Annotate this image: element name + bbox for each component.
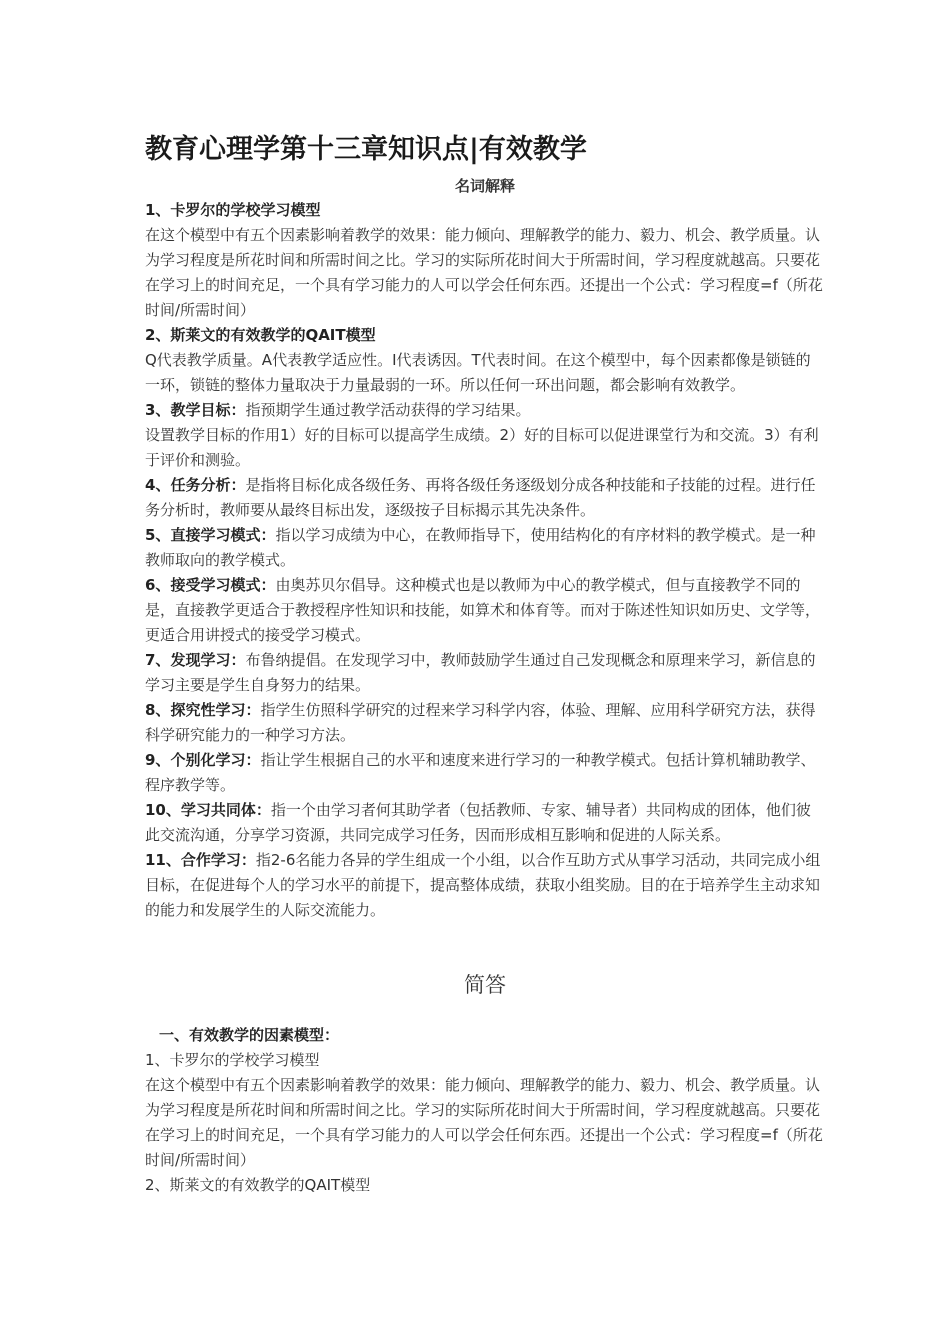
short-answer-subheading: 一、有效教学的因素模型： [159, 1026, 340, 1044]
entry-term: 接受学习模式： [170, 576, 276, 594]
entry-definition: 指2-6名能力各异的学生组成一个小组，以合作互助方式从事学习活动，共同完成小组目标，在促进每个人的学习水平的前提下，提高整体成绩，获取小组奖励。目的在于培养学生主动求知的能力和发展学生的人际交流能力。 [145, 851, 821, 919]
entry-term: 探究性学习： [170, 701, 261, 719]
glossary-entry [145, 698, 825, 748]
entry-term: 直接学习模式： [170, 526, 276, 544]
entry-number: 5、 [145, 526, 171, 544]
entry-definition: 指预期学生通过教学活动获得的学习结果。 [245, 401, 531, 419]
entry-definition: 指以学习成绩为中心，在教师指导下，使用结构化的有序材料的教学模式。是一种教师取向的教学模式。 [145, 526, 816, 569]
entry-definition: 指一个由学习者何其助学者（包括教师、专家、辅导者）共同构成的团体，他们彼此交流沟通，分享学习资源，共同完成学习任务，因而形成相互影响和促进的人际关系。 [145, 801, 811, 844]
entry-number: 6、 [145, 576, 171, 594]
entry-number: 9、 [145, 751, 171, 769]
entry-term: 任务分析： [170, 476, 246, 494]
glossary-entry [145, 398, 825, 423]
entry-number: 8、 [145, 701, 171, 719]
entry-term: 学习共同体： [180, 801, 271, 819]
entry-definition: 布鲁纳提倡。在发现学习中，教师鼓励学生通过自己发现概念和原理来学习，新信息的学习主要是学生自身努力的结果。 [145, 651, 816, 694]
term-body: Q代表教学质量。A代表教学适应性。I代表诱因。T代表时间。在这个模型中，每个因素都像是锁链的一环，锁链的整体力量取决于力量最弱的一环。所以任何一环出问题，都会影响有效教学。 [145, 351, 811, 394]
answer-item-heading: 2、斯莱文的有效教学的QAIT模型 [145, 1176, 371, 1194]
entry-number: 4、 [145, 476, 171, 494]
glossary-entry [145, 848, 825, 923]
glossary-entry [145, 473, 825, 523]
glossary-entry [145, 648, 825, 698]
entry-term: 个别化学习： [170, 751, 261, 769]
glossary-entry [145, 748, 825, 798]
answer-item-body: 在这个模型中有五个因素影响着教学的效果：能力倾向、理解教学的能力、毅力、机会、教学质量。认为学习程度是所花时间和所需时间之比。学习的实际所花时间大于所需时间，学习程度就越高。只要花在学习上的时间充足，一个具有学习能力的人可以学会任何东西。还提出一个公式：学习程度=f（所花时间/所需时间） [145, 1076, 823, 1169]
entry-term: 教学目标： [170, 401, 246, 419]
entry-number: 11、 [145, 851, 181, 869]
entry-definition: 由奥苏贝尔倡导。这种模式也是以教师为中心的教学模式，但与直接教学不同的是，直接教学更适合于教授程序性知识和技能，如算术和体育等。而对于陈述性知识如历史、文学等，更适合用讲授式的接受学习模式。 [145, 576, 821, 644]
glossary-list [145, 198, 825, 923]
term-heading: 1、卡罗尔的学校学习模型 [145, 201, 321, 219]
entry-term: 发现学习： [170, 651, 246, 669]
section-title-short-answer: 简答 [464, 973, 506, 997]
section-subtitle-glossary: 名词解释 [454, 177, 515, 195]
entry-number: 3、 [145, 401, 171, 419]
entry-definition: 指让学生根据自己的水平和速度来进行学习的一种教学模式。包括计算机辅助教学、程序教学等。 [145, 751, 816, 794]
term-heading: 2、斯莱文的有效教学的QAIT模型 [145, 326, 376, 344]
entry-number: 7、 [145, 651, 171, 669]
entry-term: 合作学习： [180, 851, 256, 869]
glossary-entry [145, 798, 825, 848]
entry-definition: 是指将目标化成各级任务、再将各级任务逐级划分成各种技能和子技能的过程。进行任务分析时，教师要从最终目标出发，逐级按子目标揭示其先决条件。 [145, 476, 816, 519]
glossary-entry [145, 523, 825, 573]
glossary-entry [145, 573, 825, 648]
document-title: 教育心理学第十三章知识点|有效教学 [145, 134, 587, 165]
entry-definition: 指学生仿照科学研究的过程来学习科学内容，体验、理解、应用科学研究方法，获得科学研究能力的一种学习方法。 [145, 701, 816, 744]
answer-item-heading: 1、卡罗尔的学校学习模型 [145, 1051, 320, 1069]
entry-number: 10、 [145, 801, 181, 819]
document-page [145, 128, 825, 1198]
term-body: 在这个模型中有五个因素影响着教学的效果：能力倾向、理解教学的能力、毅力、机会、教学质量。认为学习程度是所花时间和所需时间之比。学习的实际所花时间大于所需时间，学习程度就越高。只要花在学习上的时间充足，一个具有学习能力的人可以学会任何东西。还提出一个公式：学习程度=f（所花时间/所需时间） [145, 226, 823, 319]
entry-extra: 设置教学目标的作用1）好的目标可以提高学生成绩。2）好的目标可以促进课堂行为和交流。3）有利于评价和测验。 [145, 426, 819, 469]
